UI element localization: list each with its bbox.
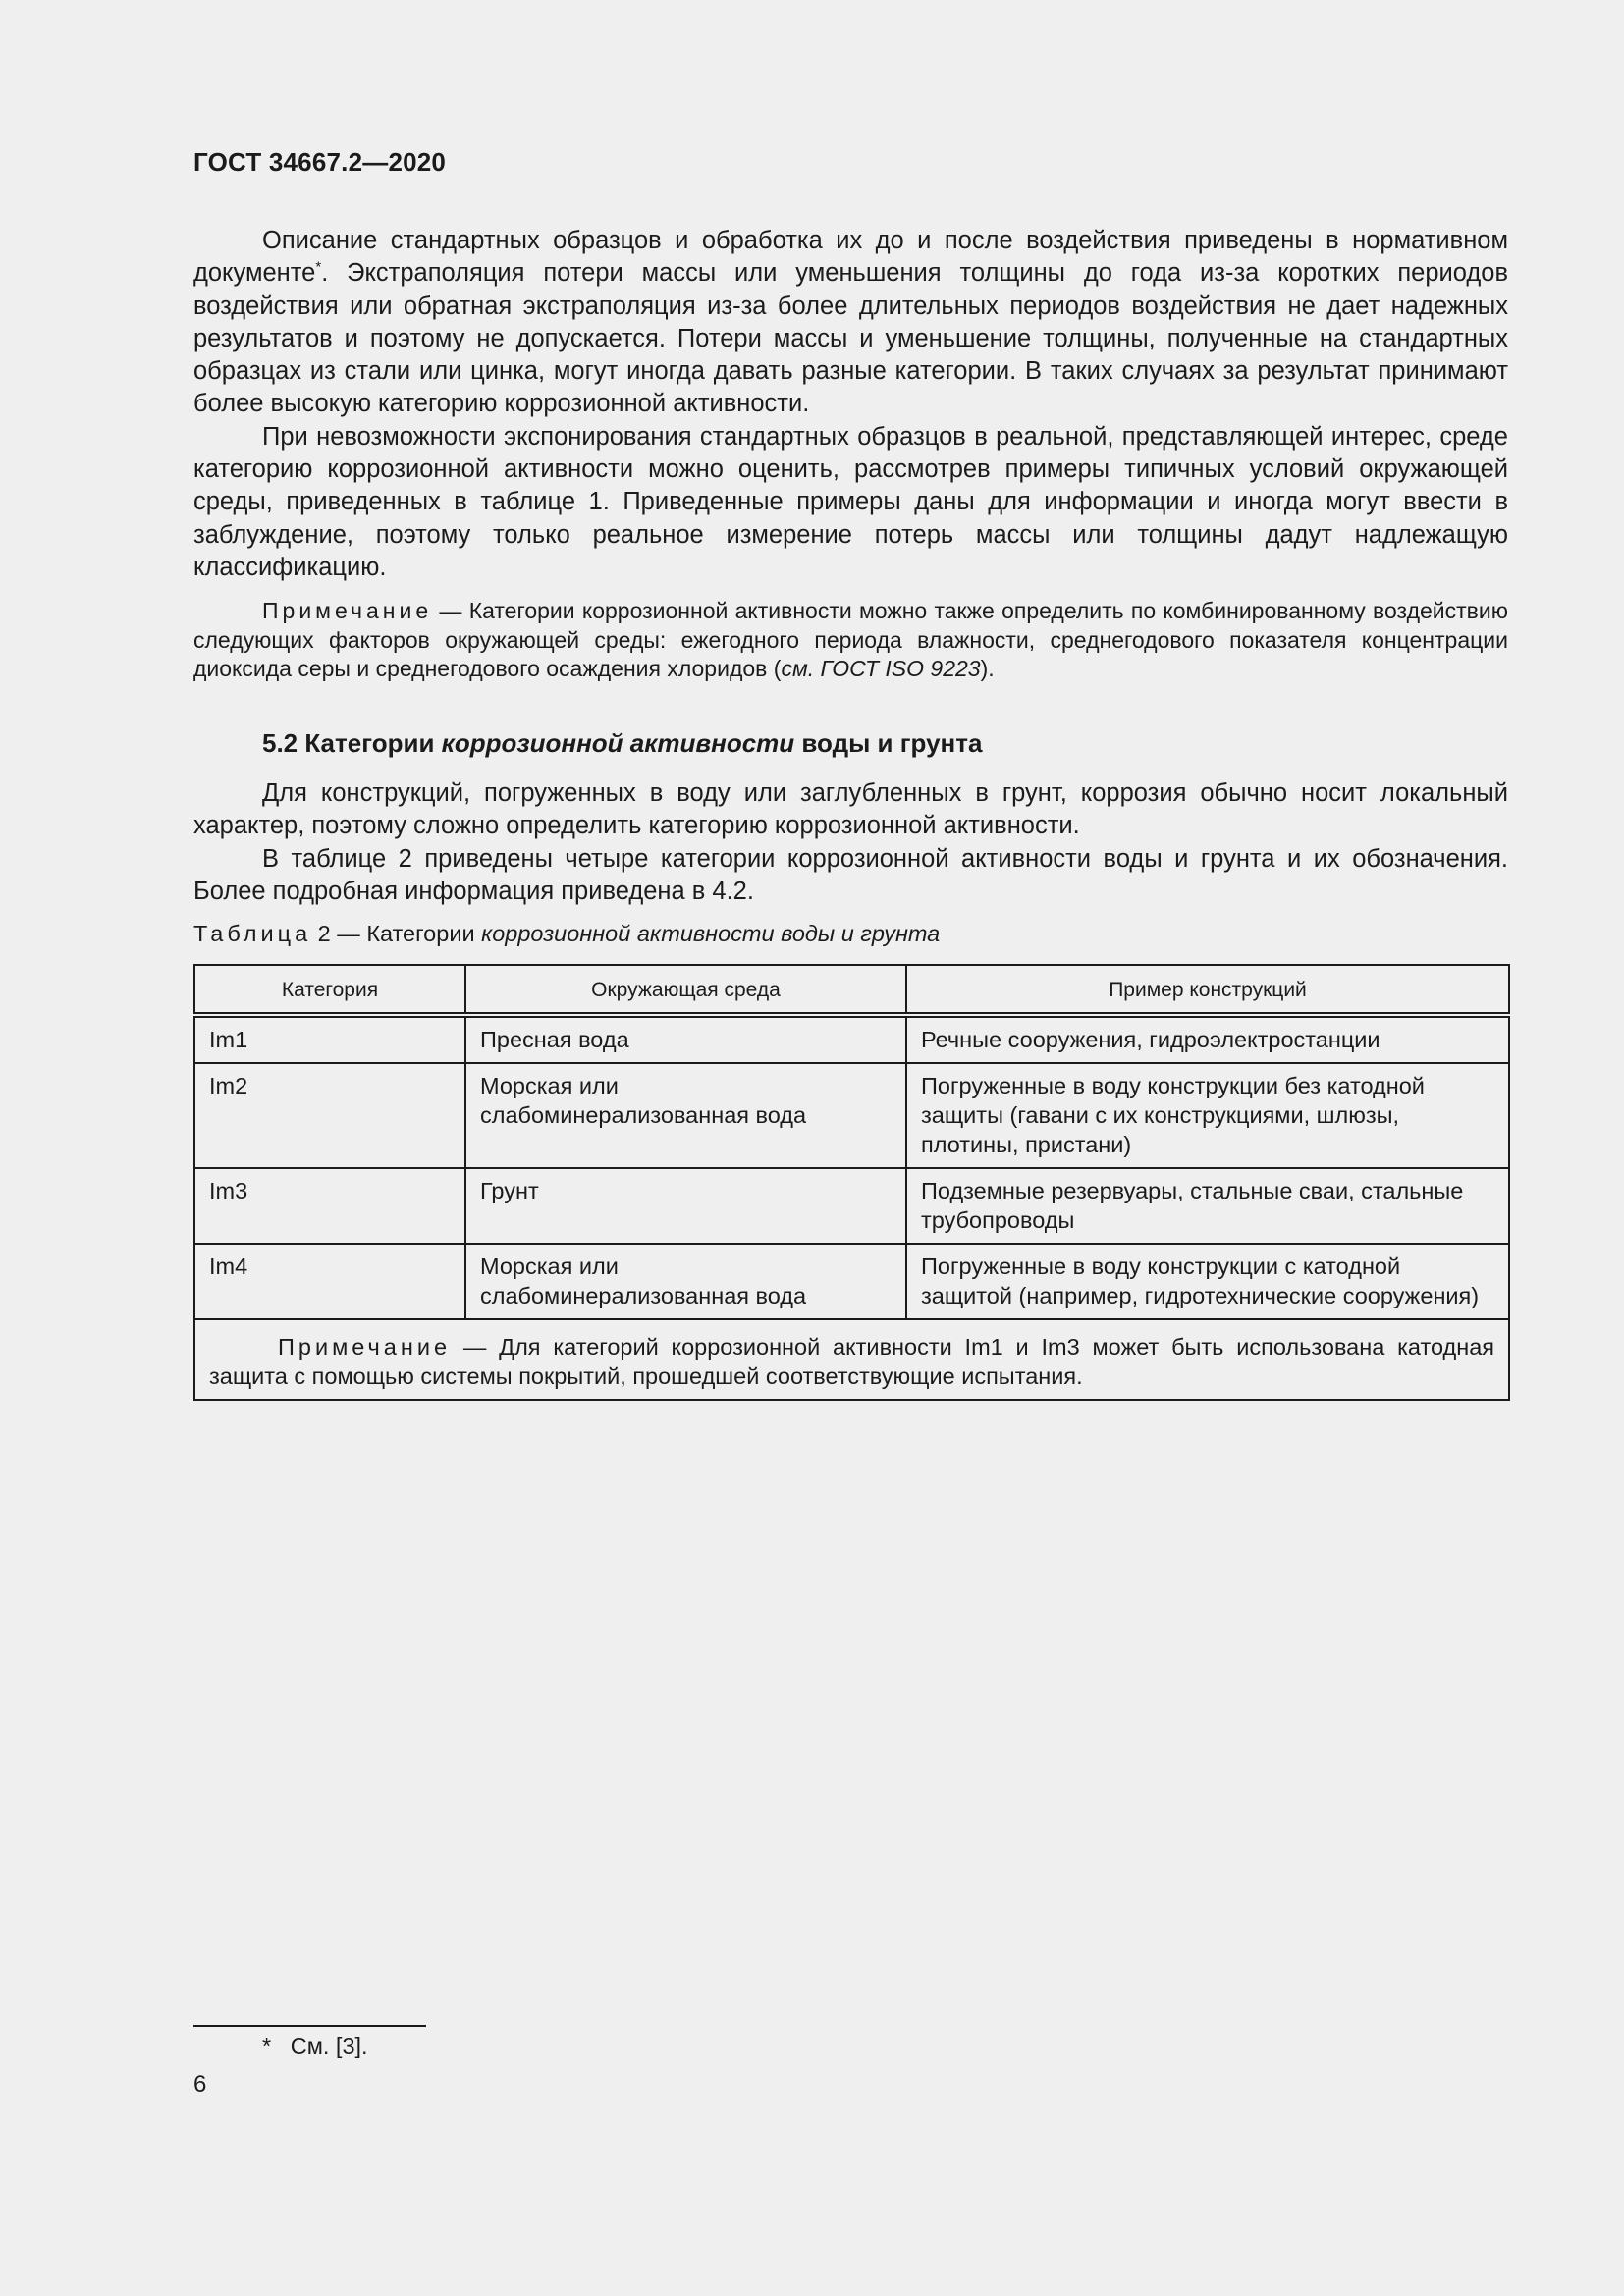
table-row xyxy=(194,1015,1509,1063)
cell-environment: Морская или слабоминерализованная вода xyxy=(465,1244,906,1319)
cell-environment: Грунт xyxy=(465,1168,906,1244)
table-header-row xyxy=(194,965,1509,1015)
paragraph-1: Описание стандартных образцов и обработка их до и после воздействия приведены в нормативном документе*. Экстраполяция потери массы или уменьшения толщины до года из-за коротких периодов воздействия или обратная экстраполяция из-за более длительных периодов воздействия не дает надежных результатов и поэтому не допускается. Потери массы и уменьшение толщины, полученные на стандартных образцах из стали или цинка, могут иногда давать разные категории. В таких случаях за результат принимают более высокую категорию коррозионной активности. xyxy=(193,227,1508,418)
cell-category: Im3 xyxy=(194,1168,465,1244)
note-label: Примечание xyxy=(262,598,433,623)
cell-environment: Пресная вода xyxy=(465,1015,906,1063)
cell-environment: Морская или слабоминерализованная вода xyxy=(465,1063,906,1168)
categories-table xyxy=(193,964,1510,1401)
section-paragraph-1: Для конструкций, погруженных в воду или заглубленных в грунт, коррозия обычно носит локальный характер, поэтому сложно определить категорию коррозионной активности. xyxy=(193,779,1508,840)
cell-example: Речные сооружения, гидроэлектростанции xyxy=(906,1015,1509,1063)
footnote-marker: * xyxy=(315,258,322,276)
note-1: Примечание — Категории коррозионной активности можно также определить по комбинированному воздействию следующих факторов окружающей среды: ежегодного периода влажности, среднегодового показателя концентрации диоксида серы и среднегодового осаждения хлоридов (см. ГОСТ ISO 9223). xyxy=(193,598,1508,681)
table-row xyxy=(194,1168,1509,1244)
cell-example: Погруженные в воду конструкции с катодной защитой (например, гидротехнические сооружения) xyxy=(906,1244,1509,1319)
header-example: Пример конструкций xyxy=(906,965,1509,1015)
cell-example: Погруженные в воду конструкции без катодной защиты (гавани с их конструкциями, шлюзы, плотины, пристани) xyxy=(906,1063,1509,1168)
header-environment: Окружающая среда xyxy=(465,965,906,1015)
section-paragraph-2: В таблице 2 приведены четыре категории коррозионной активности воды и грунта и их обозначения. Более подробная информация приведена в 4.2. xyxy=(193,844,1508,905)
cell-category: Im1 xyxy=(194,1015,465,1063)
footnote: * См. [3]. xyxy=(262,2033,368,2058)
intro-text xyxy=(193,225,1508,584)
footnote-divider xyxy=(193,2025,426,2027)
cell-category: Im2 xyxy=(194,1063,465,1168)
table-row xyxy=(194,1244,1509,1319)
document-header: ГОСТ 34667.2—2020 xyxy=(193,147,447,177)
cell-example: Подземные резервуары, стальные сваи, стальные трубопроводы xyxy=(906,1168,1509,1244)
section-title: 5.2 Категории коррозионной активности воды и грунта xyxy=(262,728,983,758)
table-caption: Таблица 2 — Категории коррозионной активности воды и грунта xyxy=(193,921,941,946)
header-category: Категория xyxy=(194,965,465,1015)
cell-category: Im4 xyxy=(194,1244,465,1319)
page-number: 6 xyxy=(193,2071,207,2098)
table-note-row xyxy=(194,1319,1509,1400)
table-row xyxy=(194,1063,1509,1168)
section-text xyxy=(193,777,1508,908)
table-note: Примечание — Для категорий коррозионной активности Im1 и Im3 может быть использована катодная защита с помощью системы покрытий, прошедшей соответствующие испытания. xyxy=(194,1319,1509,1400)
note-reference: см. ГОСТ ISO 9223 xyxy=(781,656,981,681)
paragraph-2: При невозможности экспонирования стандартных образцов в реальной, представляющей интерес, среде категорию коррозионной активности можно оценить, рассмотрев примеры типичных условий окружающей среды, приведенных в таблице 1. Приведенные примеры даны для информации и иногда могут ввести в заблуждение, поэтому только реальное измерение потерь массы или толщины дадут надлежащую классификацию. xyxy=(193,422,1508,581)
